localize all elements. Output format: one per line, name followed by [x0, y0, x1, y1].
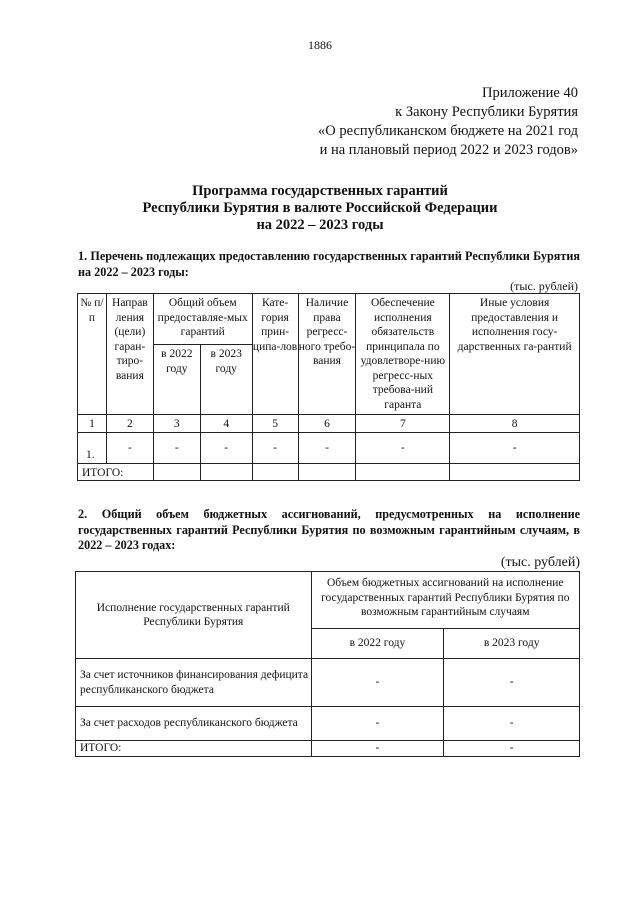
table-cell: - — [153, 432, 200, 463]
header-regress: Наличие права регресс-ного требо-вания — [298, 294, 356, 415]
row-value-2023: - — [444, 659, 580, 707]
col-number: 7 — [356, 415, 450, 433]
appendix-line-3: «О республиканском бюджете на 2021 год — [318, 123, 578, 139]
total-label: ИТОГО: — [78, 463, 154, 481]
header-total: Общий объем предоставляе-мых гарантий — [153, 294, 252, 345]
col-number: 1 — [78, 415, 107, 433]
header-2023: в 2023 году — [200, 345, 252, 415]
table-cell — [356, 463, 450, 481]
section2-unit: (тыс. рублей) — [500, 555, 580, 570]
row-value-2022: - — [311, 741, 444, 757]
table-cell: - — [200, 432, 252, 463]
col-number: 5 — [252, 415, 298, 433]
guarantees-table — [77, 293, 580, 481]
row-value-2022: - — [311, 707, 444, 741]
header-security: Обеспечение исполнения обязательств принципала по удовлетворе-нию регресс-ных требова-ний гаранта — [356, 294, 450, 415]
col-number: 6 — [298, 415, 356, 433]
total-label: ИТОГО: — [76, 741, 312, 757]
row-label: За счет источников финансирования дефицита республиканского бюджета — [76, 659, 312, 707]
table-cell: - — [252, 432, 298, 463]
table-cell: - — [106, 432, 153, 463]
header-num: № п/п — [78, 294, 107, 415]
table-cell — [298, 463, 356, 481]
header-volume: Объем бюджетных ассигнований на исполнение государственных гарантий Республики Бурятия по возможным гарантийным случаям — [311, 572, 579, 629]
row-value-2022: - — [311, 659, 444, 707]
table-cell — [252, 463, 298, 481]
col-number: 8 — [450, 415, 580, 433]
table-cell — [200, 463, 252, 481]
row-value-2023: - — [444, 707, 580, 741]
header-2022: в 2022 году — [311, 629, 444, 659]
title-line-3: на 2022 – 2023 годы — [256, 217, 384, 233]
title-line-1: Программа государственных гарантий — [192, 183, 448, 199]
col-number: 4 — [200, 415, 252, 433]
section1-heading: 1. Перечень подлежащих предоставлению государственных гарантий Республики Бурятия на 2022 – 2023 годы: — [78, 249, 580, 279]
allocations-table — [75, 571, 580, 757]
header-2022: в 2022 году — [153, 345, 200, 415]
title-line-2: Республики Бурятия в валюте Российской Федерации — [142, 200, 498, 216]
row-label: За счет расходов республиканского бюджета — [76, 707, 312, 741]
section1-unit: (тыс. рублей) — [510, 279, 578, 293]
header-2023: в 2023 году — [444, 629, 580, 659]
header-other: Иные условия предоставления и исполнения госу-дарственных га-рантий — [450, 294, 580, 415]
col-number: 3 — [153, 415, 200, 433]
page-number: 1886 — [308, 38, 332, 52]
header-direction: Направ ления (цели) гаран-тиро-вания — [106, 294, 153, 415]
table-cell — [450, 463, 580, 481]
document-title — [0, 183, 640, 234]
row-value-2023: - — [444, 741, 580, 757]
header-category: Кате-гория прин-ципа-лов — [252, 294, 298, 415]
appendix-block — [318, 84, 578, 160]
appendix-line-1: Приложение 40 — [482, 85, 578, 101]
table-cell: - — [298, 432, 356, 463]
header-execution: Исполнение государственных гарантий Республики Бурятия — [76, 572, 312, 659]
table-cell: - — [356, 432, 450, 463]
appendix-line-4: и на плановый период 2022 и 2023 годов» — [319, 142, 578, 158]
table-row-number: 1. — [78, 432, 107, 463]
col-number: 2 — [106, 415, 153, 433]
table-cell — [153, 463, 200, 481]
table-cell: - — [450, 432, 580, 463]
appendix-line-2: к Закону Республики Бурятия — [395, 104, 578, 120]
section2-heading: 2. Общий объем бюджетных ассигнований, предусмотренных на исполнение государственных гарантий Республики Бурятия по возможным гарантийным случаям, в 2022 – 2023 годах: — [78, 507, 580, 552]
